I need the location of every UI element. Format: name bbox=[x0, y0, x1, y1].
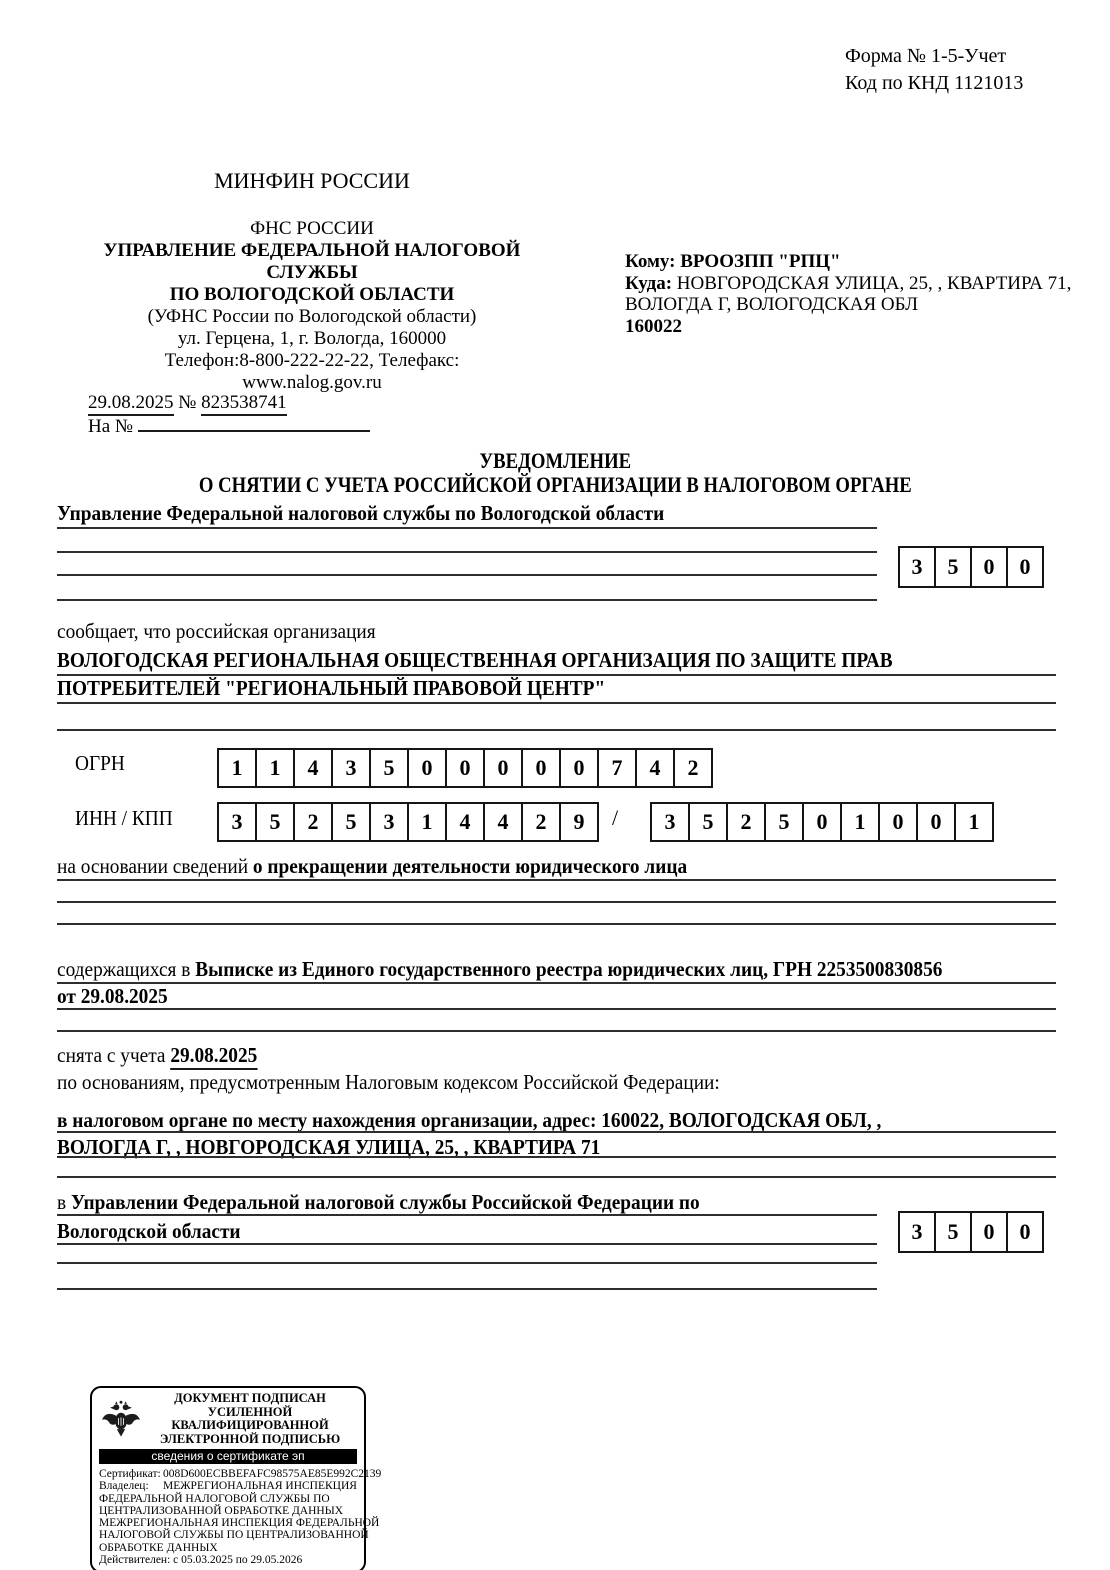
digit-cell: 3 bbox=[911, 554, 923, 579]
tax-office-line1: в налоговом органе по месту нахождения организации, адрес: 160022, ВОЛОГОДСКАЯ ОБЛ, , bbox=[57, 1108, 882, 1132]
document-title bbox=[0, 449, 1110, 497]
recipient-where-value2: ВОЛОГДА Г, ВОЛОГОДСКАЯ ОБЛ bbox=[625, 294, 918, 315]
sender-phone: Телефон:8-800-222-22-22, Телефакс: bbox=[164, 350, 460, 371]
stamp-header bbox=[99, 1392, 357, 1446]
deregistered-line: снята с учета 29.08.2025 bbox=[57, 1043, 275, 1067]
rule-line bbox=[57, 1008, 1056, 1010]
validity-label: Действителен: bbox=[99, 1554, 171, 1567]
digit-cell: 3 bbox=[911, 1219, 923, 1244]
digit-cell: 5 bbox=[369, 750, 407, 786]
digit-cell: 1 bbox=[840, 804, 878, 840]
digit-cell: 4 bbox=[445, 804, 483, 840]
organization-name-line1: ВОЛОГОДСКАЯ РЕГИОНАЛЬНАЯ ОБЩЕСТВЕННАЯ ОРГАНИЗАЦИЯ ПО ЗАЩИТЕ ПРАВ bbox=[57, 648, 893, 672]
digit-cell: 4 bbox=[293, 750, 331, 786]
digit-cell: 0 bbox=[916, 804, 954, 840]
certificate-label: Сертификат: bbox=[99, 1468, 161, 1480]
digit-cell: 0 bbox=[521, 750, 559, 786]
stamp-title-line2: УСИЛЕННОЙ КВАЛИФИЦИРОВАННОЙ bbox=[171, 1404, 329, 1432]
rule-line bbox=[57, 729, 1056, 731]
rule-line bbox=[57, 901, 1056, 903]
reports-label: сообщает, что российская организация bbox=[57, 619, 376, 643]
sender-website: www.nalog.gov.ru bbox=[242, 372, 382, 393]
digit-cell: 7 bbox=[597, 750, 635, 786]
number-sign: № bbox=[178, 392, 197, 413]
validity-value: с 05.03.2025 по 29.05.2026 bbox=[173, 1554, 303, 1567]
rule-line bbox=[57, 1243, 877, 1245]
digit-cell: 2 bbox=[521, 804, 559, 840]
digit-cell: 3 bbox=[664, 809, 676, 834]
digit-cell: 5 bbox=[255, 804, 293, 840]
stamp-title-line3: ЭЛЕКТРОННОЙ ПОДПИСЬЮ bbox=[159, 1431, 341, 1446]
digit-cell: 2 bbox=[673, 750, 711, 786]
digit-cell: 0 bbox=[970, 1213, 1006, 1251]
recipient-block bbox=[625, 251, 1085, 337]
form-code-block bbox=[845, 43, 1023, 97]
digit-cell: 2 bbox=[293, 804, 331, 840]
digit-cell: 2 bbox=[726, 804, 764, 840]
digit-cell: 5 bbox=[934, 1213, 970, 1251]
inn-box bbox=[217, 802, 599, 842]
ogrn-label: ОГРН bbox=[75, 751, 125, 775]
digit-cell: 0 bbox=[559, 750, 597, 786]
recipient-to-value: ВРООЗПП "РПЦ" bbox=[680, 251, 841, 272]
owner-line: ФЕДЕРАЛЬНОЙ НАЛОГОВОЙ СЛУЖБЫ ПО bbox=[99, 1492, 330, 1505]
rule-line bbox=[57, 923, 1056, 925]
reply-reference-label: На № bbox=[88, 416, 134, 437]
digit-cell: 4 bbox=[483, 804, 521, 840]
owner-line: НАЛОГОВОЙ СЛУЖБЫ ПО ЦЕНТРАЛИЗОВАННОЙ bbox=[99, 1529, 369, 1542]
basis-line: на основании сведений о прекращении деятельности юридического лица bbox=[57, 854, 688, 878]
certificate-row bbox=[99, 1468, 382, 1480]
owner-line: ЦЕНТРАЛИЗОВАННОЙ ОБРАБОТКЕ ДАННЫХ bbox=[99, 1504, 344, 1517]
rule-line bbox=[57, 879, 1056, 881]
knd-code: Код по КНД 1121013 bbox=[845, 72, 1024, 94]
digit-cell: 0 bbox=[1006, 548, 1042, 586]
organization-name-line2: ПОТРЕБИТЕЛЕЙ "РЕГИОНАЛЬНЫЙ ПРАВОВОЙ ЦЕНТР" bbox=[57, 676, 606, 700]
department-line1: в Управлении Федеральной налоговой службы Российской Федерации по bbox=[57, 1190, 700, 1214]
rule-line bbox=[57, 551, 877, 553]
reference-date: 29.08.2025 bbox=[88, 392, 174, 416]
stamp-title-line1: ДОКУМЕНТ ПОДПИСАН bbox=[174, 1391, 326, 1405]
digit-cell: 1 bbox=[954, 804, 992, 840]
rule-line bbox=[57, 982, 1056, 984]
reference-block bbox=[88, 391, 370, 439]
title-line1: УВЕДОМЛЕНИЕ bbox=[479, 448, 631, 473]
reply-reference-blank bbox=[138, 415, 370, 432]
owner-label: Владелец: bbox=[99, 1480, 149, 1493]
grounds-label: по основаниям, предусмотренным Налоговым кодексом Российской Федерации: bbox=[57, 1070, 720, 1094]
rule-line bbox=[57, 1131, 1056, 1133]
reference-line bbox=[88, 391, 370, 415]
digit-cell: 3 bbox=[331, 750, 369, 786]
digit-cell: 5 bbox=[764, 804, 802, 840]
sender-address: ул. Герцена, 1, г. Вологда, 160000 bbox=[177, 328, 447, 349]
rule-line bbox=[57, 1262, 877, 1264]
digit-cell: 1 bbox=[231, 755, 243, 780]
rule-line bbox=[57, 1156, 1056, 1158]
authority-code-box bbox=[898, 546, 1044, 588]
digit-cell: 5 bbox=[688, 804, 726, 840]
digit-cell: 3 bbox=[369, 804, 407, 840]
ministry-name: МИНФИН РОССИИ bbox=[214, 168, 410, 193]
digit-cell: 0 bbox=[483, 750, 521, 786]
recipient-where-label: Куда: bbox=[625, 272, 673, 294]
rule-line bbox=[57, 1176, 1056, 1178]
digit-cell: 5 bbox=[934, 548, 970, 586]
certificate-info-bar: сведения о сертификате эп bbox=[99, 1449, 357, 1464]
rule-line bbox=[57, 599, 877, 601]
department-code-box bbox=[898, 1211, 1044, 1253]
rule-line bbox=[57, 527, 877, 529]
digit-cell: 5 bbox=[331, 804, 369, 840]
digit-cell: 0 bbox=[878, 804, 916, 840]
digit-cell: 4 bbox=[635, 750, 673, 786]
certificate-value: 008D600ECBBEFAFC98575AE85E992C2139 bbox=[163, 1468, 382, 1480]
owner-line: ОБРАБОТКЕ ДАННЫХ bbox=[99, 1541, 218, 1554]
digit-cell: 0 bbox=[445, 750, 483, 786]
department-name-line1: УПРАВЛЕНИЕ ФЕДЕРАЛЬНОЙ НАЛОГОВОЙ СЛУЖБЫ bbox=[103, 240, 521, 283]
contained-line1: содержащихся в Выписке из Единого государственного реестра юридических лиц, ГРН 2253500830856 bbox=[57, 957, 943, 981]
stamp-title bbox=[143, 1392, 357, 1446]
reply-reference-line bbox=[88, 415, 370, 439]
rule-line bbox=[57, 1030, 1056, 1032]
digit-cell: 1 bbox=[407, 804, 445, 840]
digit-cell: 1 bbox=[255, 750, 293, 786]
digit-cell: 0 bbox=[802, 804, 840, 840]
inn-kpp-separator: / bbox=[612, 805, 619, 830]
digit-cell: 0 bbox=[407, 750, 445, 786]
title-line2: О СНЯТИИ С УЧЕТА РОССИЙСКОЙ ОРГАНИЗАЦИИ В НАЛОГОВОМ ОРГАНЕ bbox=[198, 472, 912, 497]
recipient-to-line bbox=[625, 251, 1085, 273]
recipient-where-line bbox=[625, 273, 1085, 295]
agency-name: ФНС РОССИИ bbox=[250, 218, 374, 239]
digit-cell: 3 bbox=[231, 809, 243, 834]
recipient-to-label: Кому: bbox=[625, 251, 676, 272]
ogrn-box bbox=[217, 748, 713, 788]
rule-line bbox=[57, 1214, 877, 1216]
signature-stamp bbox=[90, 1386, 382, 1570]
kpp-box bbox=[650, 802, 994, 842]
rule-line bbox=[57, 1288, 877, 1290]
deregistered-date: 29.08.2025 bbox=[170, 1043, 257, 1070]
digit-cell: 0 bbox=[970, 548, 1006, 586]
sender-block bbox=[62, 170, 562, 394]
recipient-postal-code: 160022 bbox=[625, 315, 682, 337]
authority-name: Управление Федеральной налоговой службы по Вологодской области bbox=[57, 501, 665, 525]
contained-line2: от 29.08.2025 bbox=[57, 984, 168, 1008]
validity-row bbox=[99, 1554, 357, 1566]
digit-cell: 0 bbox=[1006, 1213, 1042, 1251]
department-short-name: (УФНС России по Вологодской области) bbox=[147, 306, 477, 327]
owner-row bbox=[99, 1480, 357, 1492]
department-name-line2: ПО ВОЛОГОДСКОЙ ОБЛАСТИ bbox=[169, 284, 455, 305]
owner-value: МЕЖРЕГИОНАЛЬНАЯ ИНСПЕКЦИЯ bbox=[163, 1480, 357, 1493]
owner-line: МЕЖРЕГИОНАЛЬНАЯ ИНСПЕКЦИЯ ФЕДЕРАЛЬНОЙ bbox=[99, 1517, 380, 1530]
reference-number: 823538741 bbox=[201, 392, 287, 416]
tax-office-line2: ВОЛОГДА Г, , НОВГОРОДСКАЯ УЛИЦА, 25, , КВАРТИРА 71 bbox=[57, 1135, 601, 1159]
rule-line bbox=[57, 574, 877, 576]
rule-line bbox=[57, 702, 1056, 704]
digit-cell: 9 bbox=[559, 804, 597, 840]
coat-of-arms-icon bbox=[99, 1398, 143, 1440]
department-line2: Вологодской области bbox=[57, 1219, 241, 1243]
form-number: Форма № 1-5-Учет bbox=[845, 45, 1007, 67]
inn-kpp-label: ИНН / КПП bbox=[75, 806, 173, 830]
recipient-where-value: НОВГОРОДСКАЯ УЛИЦА, 25, , КВАРТИРА 71, bbox=[676, 272, 1072, 294]
